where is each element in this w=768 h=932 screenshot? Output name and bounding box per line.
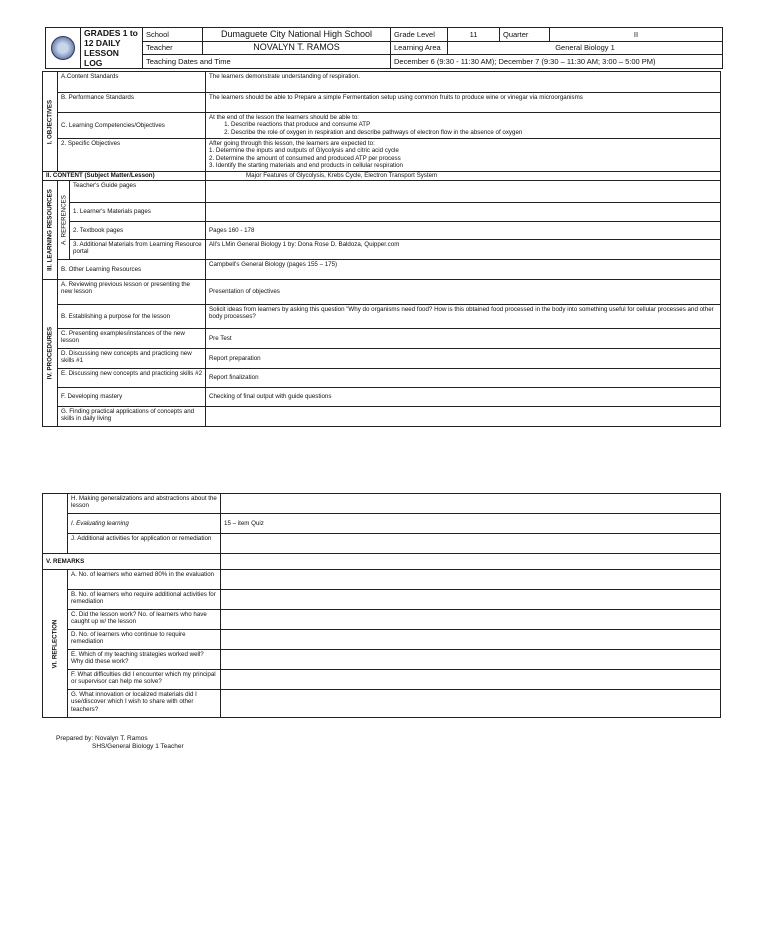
grade-label: Grade Level — [391, 28, 448, 42]
reflection-item: A. No. of learners who earned 80% in the evaluation — [68, 570, 221, 590]
references-section: A. REFERENCES — [58, 181, 70, 260]
performance-standards-value: The learners should be able to Prepare a simple Fermentation setup using common fruits to produce wine or vinegar via microorganisms — [206, 93, 721, 113]
specific-item: 1. Determine the inputs and outputs of Glycolysis and citric acid cycle — [209, 147, 399, 155]
area-value: General Biology 1 — [448, 41, 723, 55]
objectives-section: I. OBJECTIVES — [43, 72, 58, 172]
prepared-by-role: SHS/General Biology 1 Teacher — [92, 743, 184, 750]
reflection-item: C. Did the lesson work? No. of learners who have caught up w/ the lesson — [68, 610, 221, 630]
learners-materials-label: 1. Learner's Materials pages — [70, 203, 206, 222]
reflection-answer — [221, 690, 721, 718]
reflection-item: E. Which of my teaching strategies worked well? Why did these work? — [68, 650, 221, 670]
procedure-g-label: G. Finding practical applications of concepts and skills in daily living — [58, 407, 206, 427]
procedure-e-value: Report finalization — [206, 369, 721, 388]
learners-materials-value — [206, 203, 721, 222]
procedure-b-value: Solicit ideas from learners by asking this question "Why do organisms need food? How is this obtained food processed in the body into something useful for cellular processes and other body processes? — [206, 305, 721, 329]
competency-item: 1. Describe reactions that produce and consume ATP — [231, 121, 717, 128]
procedure-g-value — [206, 407, 721, 427]
prepared-by: Prepared by: Novalyn T. Ramos — [56, 735, 148, 742]
school-value: Dumaguete City National High School — [203, 28, 391, 42]
procedure-h-label: H. Making generalizations and abstractions about the lesson — [68, 494, 221, 514]
lesson-log-title: GRADES 1 to 12 DAILY LESSON LOG — [81, 28, 143, 69]
resources-section: III. LEARNING RESOURCES — [43, 181, 58, 280]
quarter-value: II — [550, 28, 723, 42]
reflection-item: F. What difficulties did I encounter which my principal or supervisor can help me solve? — [68, 670, 221, 690]
lesson-table-page2 — [42, 493, 721, 718]
competencies-intro: At the end of the lesson the learners should be able to: — [209, 114, 359, 121]
teacher-label: Teacher — [143, 41, 203, 55]
procedure-d-value: Report preparation — [206, 349, 721, 369]
reflection-section: VI. REFLECTION — [43, 570, 68, 718]
competencies-label: C. Learning Competencies/Objectives — [58, 113, 206, 139]
lesson-table-page1 — [42, 71, 721, 427]
content-value: Major Features of Glycolysis, Krebs Cycle, Electron Transport System — [206, 172, 721, 181]
grade-value: 11 — [448, 28, 500, 42]
procedure-h-value — [221, 494, 721, 514]
specific-objectives-label: 2. Specific Objectives — [58, 139, 206, 172]
procedure-a-value: Presentation of objectives — [206, 280, 721, 305]
quarter-label: Quarter — [500, 28, 550, 42]
reflection-answer — [221, 670, 721, 690]
competency-item: 2. Describe the role of oxygen in respiration and describe pathways of electron flow in the absence of oxygen — [231, 129, 717, 136]
additional-materials-value: All's LMin General Biology 1 by: Dona Rose D. Baldoza, Quipper.com — [206, 240, 721, 260]
reflection-item: G. What innovation or localized materials did I use/discover which I wish to share with other teachers? — [68, 690, 221, 718]
reflection-answer — [221, 630, 721, 650]
procedure-c-label: C. Presenting examples/instances of the new lesson — [58, 329, 206, 349]
reflection-answer — [221, 610, 721, 630]
textbook-value: Pages 160 - 178 — [206, 222, 721, 240]
teacher-value: NOVALYN T. RAMOS — [203, 41, 391, 55]
procedures-continued-section — [43, 494, 68, 554]
teachers-guide-label: Teacher's Guide pages — [70, 181, 206, 203]
procedure-j-label: J. Additional activities for application or remediation — [68, 534, 221, 554]
reflection-answer — [221, 650, 721, 670]
procedure-e-label: E. Discussing new concepts and practicing skills #2 — [58, 369, 206, 388]
content-standards-value: The learners demonstrate understanding of respiration. — [206, 72, 721, 93]
reflection-answer — [221, 570, 721, 590]
procedure-c-value: Pre Test — [206, 329, 721, 349]
procedure-i-label: I. Evaluating learning — [68, 514, 221, 534]
school-label: School — [143, 28, 203, 42]
procedures-section: IV. PROCEDURES — [43, 280, 58, 427]
procedure-j-value — [221, 534, 721, 554]
dates-label: Teaching Dates and Time — [143, 55, 391, 69]
procedure-a-label: A. Reviewing previous lesson or presenting the new lesson — [58, 280, 206, 305]
specific-item: 2. Determine the amount of consumed and produced ATP per process — [209, 154, 401, 162]
reflection-answer — [221, 590, 721, 610]
performance-standards-label: B. Performance Standards — [58, 93, 206, 113]
procedure-d-label: D. Discussing new concepts and practicing new skills #1 — [58, 349, 206, 369]
procedure-f-value: Checking of final output with guide questions — [206, 388, 721, 407]
specific-intro: After going through this lesson, the learners are expected to: — [209, 140, 375, 147]
teachers-guide-value — [206, 181, 721, 203]
content-label: II. CONTENT (Subject Matter/Lesson) — [43, 172, 206, 181]
competencies-value — [206, 113, 721, 139]
textbook-label: 2. Textbook pages — [70, 222, 206, 240]
specific-objectives-value — [206, 139, 721, 172]
seal-icon — [51, 36, 75, 60]
dates-value: December 6 (9:30 - 11:30 AM); December 7 (9:30 – 11:30 AM; 3:00 – 5:00 PM) — [391, 55, 723, 69]
procedure-b-label: B. Establishing a purpose for the lesson — [58, 305, 206, 329]
procedure-f-label: F. Developing mastery — [58, 388, 206, 407]
remarks-label: V. REMARKS — [43, 554, 221, 570]
content-standards-label: A.Content Standards — [58, 72, 206, 93]
additional-materials-label: 3. Additional Materials from Learning Resource portal — [70, 240, 206, 260]
reflection-item: D. No. of learners who continue to require remediation — [68, 630, 221, 650]
header-table — [45, 27, 723, 69]
area-label: Learning Area — [391, 41, 448, 55]
other-resources-value: Campbell's General Biology (pages 155 – 175) — [206, 260, 721, 280]
deped-seal — [46, 28, 81, 69]
remarks-value — [221, 554, 721, 570]
specific-item: 3. Identify the starting materials and end products in cellular respiration — [209, 162, 403, 170]
procedure-i-value: 15 – item Quiz — [221, 514, 721, 534]
reflection-item: B. No. of learners who require additional activities for remediation — [68, 590, 221, 610]
other-resources-label: B. Other Learning Resources — [58, 260, 206, 280]
